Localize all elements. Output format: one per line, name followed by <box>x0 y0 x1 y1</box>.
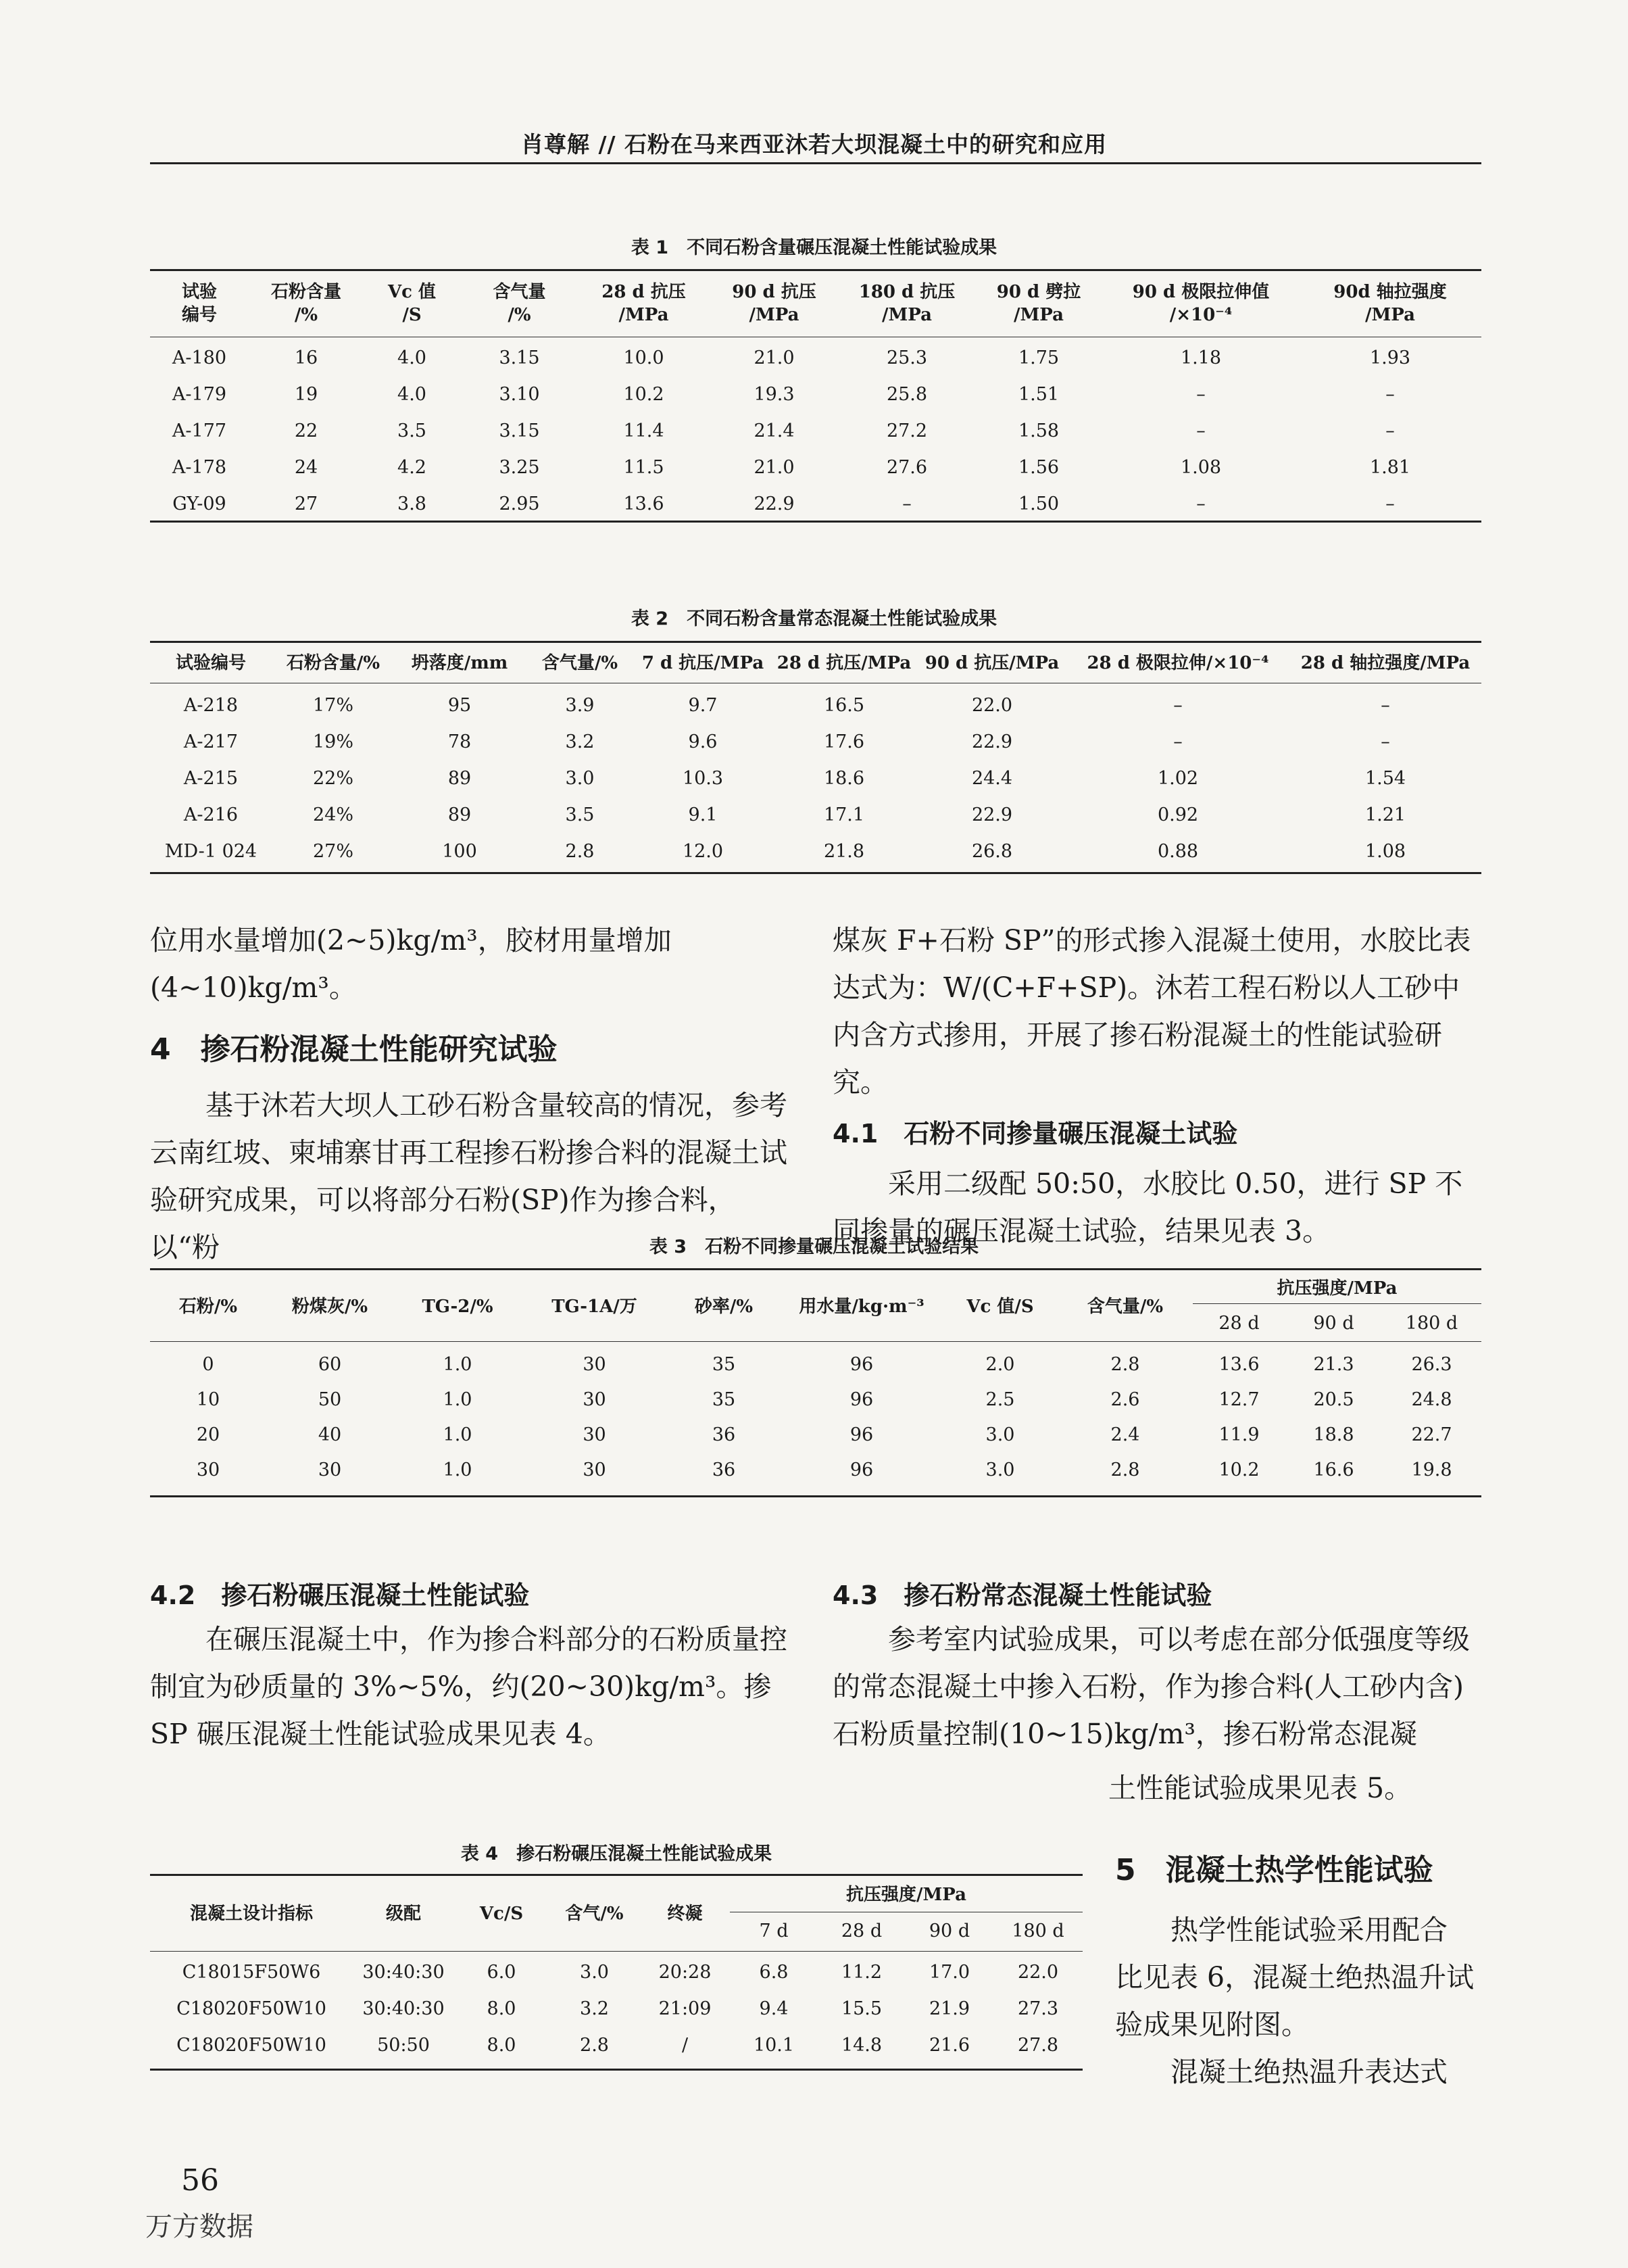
table-cell: 22% <box>312 767 353 789</box>
table-cell: 14.8 <box>841 2034 883 2056</box>
table-cell: 1.56 <box>1018 456 1060 478</box>
table-cell: 8.0 <box>487 2034 516 2056</box>
table-cell: 12.7 <box>1218 1389 1260 1410</box>
table-cell: 1.0 <box>443 1459 472 1480</box>
table-cell: 2.8 <box>565 840 595 862</box>
table4-bottom-rule <box>150 2069 1083 2071</box>
right-column-top <box>833 917 1481 1255</box>
section-4-1-heading: 4.1 石粉不同掺量碾压混凝土试验 <box>833 1119 1238 1149</box>
table-cell: – <box>902 493 912 514</box>
table3-header-cell: TG-2/% <box>422 1297 493 1317</box>
table-cell: – <box>1385 383 1395 405</box>
table-cell: 2.8 <box>580 2034 609 2056</box>
table-cell: 21.0 <box>754 456 795 478</box>
table-cell: 19.3 <box>754 383 795 405</box>
table-cell: 9.1 <box>688 804 718 825</box>
table-cell: 1.0 <box>443 1389 472 1410</box>
table4-header-cell: Vc/S <box>479 1904 524 1924</box>
table-cell: 1.08 <box>1364 840 1406 862</box>
table-cell: A-179 <box>172 383 227 405</box>
table2-header-row <box>150 645 1481 681</box>
table-cell: 21.3 <box>1313 1353 1354 1375</box>
table3-header-cell: 含气量/% <box>1087 1297 1164 1317</box>
table-cell: 17.6 <box>823 731 865 752</box>
table-cell: 3.5 <box>565 804 595 825</box>
table-cell: 11.2 <box>841 1961 883 1983</box>
table-row <box>150 796 1481 833</box>
table-cell: 27 <box>294 493 318 514</box>
header-rule <box>150 162 1481 164</box>
table-cell: – <box>1196 383 1206 405</box>
table-cell: 27% <box>312 840 353 862</box>
table-cell: 10.0 <box>623 347 664 368</box>
watermark: 万方数据 <box>145 2211 253 2242</box>
table-cell: 22.9 <box>971 731 1013 752</box>
section-4-3 <box>833 1575 1481 1758</box>
table-cell: 11.5 <box>623 456 664 478</box>
table4 <box>150 1878 1083 2063</box>
table-cell: 3.9 <box>565 694 595 716</box>
table-cell: 10.2 <box>623 383 664 405</box>
table2-header-cell: 坍落度/mm <box>411 653 508 673</box>
table-cell: 3.0 <box>565 767 595 789</box>
table-cell: 3.2 <box>580 1998 609 2019</box>
table3-caption: 表 3 石粉不同掺量碾压混凝土试验结果 <box>649 1236 979 1257</box>
table-cell: 11.9 <box>1218 1424 1260 1445</box>
table-cell: 20.5 <box>1313 1389 1354 1410</box>
section-4-3-tail <box>1108 1764 1481 1812</box>
body-paragraph: 参考室内试验成果，可以考虑在部分低强度等级的常态混凝土中掺入石粉，作为掺合料(人工砂内含)石粉质量控制(10~15)kg/m³，掺石粉常态混凝 <box>833 1623 1470 1750</box>
table-cell: A-216 <box>183 804 239 825</box>
table1-header-cell: 石粉含量 /% <box>270 282 341 325</box>
table1-header-cell: 90d 轴拉强度 /MPa <box>1333 282 1447 325</box>
section-4-2 <box>150 1575 799 1758</box>
table-cell: 36 <box>712 1424 736 1445</box>
table-row <box>150 687 1481 723</box>
table-cell: 19% <box>312 731 353 752</box>
table-cell: 25.3 <box>886 347 928 368</box>
table1-header-cell: 90 d 抗压 /MPa <box>732 282 816 325</box>
table-cell: 4.0 <box>397 383 426 405</box>
table-cell: / <box>681 2034 689 2056</box>
table-row <box>150 760 1481 796</box>
table3-header-cell: 石粉/% <box>178 1297 238 1317</box>
table-cell: 21.0 <box>754 347 795 368</box>
table-cell: 8.0 <box>487 1998 516 2019</box>
table-cell: 1.0 <box>443 1353 472 1375</box>
table-cell: 27.8 <box>1017 2034 1059 2056</box>
table-cell: 20:28 <box>658 1961 712 1983</box>
table-cell: 27.2 <box>886 420 928 441</box>
table-cell: 1.54 <box>1364 767 1406 789</box>
table-cell: 10.3 <box>682 767 724 789</box>
table-cell: 17.0 <box>929 1961 970 1983</box>
table-row <box>150 449 1481 485</box>
table-cell: 20 <box>196 1424 220 1445</box>
table-row <box>150 723 1481 760</box>
table-row <box>150 412 1481 449</box>
table-cell: 21.8 <box>823 840 865 862</box>
table3-header-cell: 砂率/% <box>694 1297 754 1317</box>
table-cell: 6.8 <box>759 1961 789 1983</box>
table3 <box>150 1272 1481 1487</box>
table-cell: 10 <box>196 1389 220 1410</box>
table1-header-cell: 28 d 抗压 /MPa <box>601 282 686 325</box>
table4-header-cell: 含气/% <box>565 1904 624 1924</box>
table-row <box>150 1954 1083 1990</box>
table-cell: 2.4 <box>1110 1424 1140 1445</box>
table-cell: 10.2 <box>1218 1459 1260 1480</box>
table1-caption: 表 1 不同石粉含量碾压混凝土性能试验成果 <box>631 237 997 258</box>
table-cell: 22.0 <box>1017 1961 1059 1983</box>
table-row <box>150 1990 1083 2027</box>
table-cell: 22.7 <box>1411 1424 1452 1445</box>
table-cell: 9.6 <box>688 731 718 752</box>
table3-bottom-rule <box>150 1495 1481 1497</box>
table-cell: 18.8 <box>1313 1424 1354 1445</box>
table3-subheader-cell: 28 d <box>1218 1312 1260 1334</box>
table-cell: 50:50 <box>377 2034 430 2056</box>
body-line: 混凝土绝热温升表达式 <box>1170 2056 1448 2088</box>
table-cell: A-218 <box>183 694 239 716</box>
body-paragraph: 在碾压混凝土中，作为掺合料部分的石粉质量控制宜为砂质量的 3%~5%，约(20~30)kg/m³。掺 SP 碾压混凝土性能试验成果见表 4。 <box>150 1623 787 1750</box>
table2-header-cell: 含气量/% <box>541 653 618 673</box>
table2-header-cell: 7 d 抗压/MPa <box>641 653 764 673</box>
running-header: 肖尊解 // 石粉在马来西亚沐若大坝混凝土中的研究和应用 <box>520 131 1108 158</box>
table-cell: 1.75 <box>1018 347 1060 368</box>
table-row <box>150 833 1481 869</box>
table-cell: 2.6 <box>1110 1389 1140 1410</box>
table-cell: – <box>1385 420 1395 441</box>
table-cell: 18.6 <box>823 767 865 789</box>
table-cell: 60 <box>318 1353 342 1375</box>
table-cell: 1.02 <box>1157 767 1199 789</box>
table-cell: 1.93 <box>1369 347 1411 368</box>
table-cell: 96 <box>849 1459 874 1480</box>
table-cell: 1.81 <box>1369 456 1411 478</box>
table-cell: 21.4 <box>754 420 795 441</box>
table-cell: 27.6 <box>886 456 928 478</box>
table-row <box>150 376 1481 412</box>
table-row <box>150 339 1481 376</box>
table-cell: 40 <box>318 1424 342 1445</box>
table-cell: 96 <box>849 1424 874 1445</box>
table-cell: 2.8 <box>1110 1353 1140 1375</box>
table-cell: 89 <box>447 767 472 789</box>
table-cell: 78 <box>447 731 472 752</box>
table-cell: 24.8 <box>1411 1389 1452 1410</box>
table4-caption: 表 4 掺石粉碾压混凝土性能试验成果 <box>460 1843 772 1864</box>
body-paragraph: 煤灰 F+石粉 SP”的形式掺入混凝土使用，水胶比表达式为：W/(C+F+SP)。沐若工程石粉以人工砂中内含方式掺用，开展了掺石粉混凝土的性能试验研究。 <box>833 924 1471 1099</box>
body-paragraph: 基于沐若大坝人工砂石粉含量较高的情况，参考云南红坡、柬埔寨甘再工程掺石粉掺合料的混凝土试验研究成果，可以将部分石粉(SP)作为掺合料，以“粉 <box>150 1089 787 1263</box>
table-cell: 21:09 <box>658 1998 712 2019</box>
table-cell: 9.7 <box>688 694 718 716</box>
table-cell: 0 <box>202 1353 214 1375</box>
table1-header-cell: Vc 值 /S <box>387 282 437 325</box>
table-cell: 89 <box>447 804 472 825</box>
table2-header-cell: 28 d 抗压/MPa <box>776 653 912 673</box>
table1-header-cell: 180 d 抗压 /MPa <box>858 282 956 325</box>
section-4-2-heading: 4.2 掺石粉碾压混凝土性能试验 <box>150 1581 530 1610</box>
table-cell: 3.0 <box>580 1961 609 1983</box>
table-cell: 50 <box>318 1389 342 1410</box>
table-cell: 30:40:30 <box>362 1961 445 1983</box>
table-row <box>150 485 1481 522</box>
table-cell: 3.15 <box>499 347 540 368</box>
table3-group-header: 抗压强度/MPa <box>1277 1278 1398 1299</box>
table-cell: 21.6 <box>929 2034 970 2056</box>
table-cell: 16.6 <box>1313 1459 1354 1480</box>
table2-header-cell: 石粉含量/% <box>286 653 380 673</box>
table4-group-header: 抗压强度/MPa <box>846 1885 967 1905</box>
table-cell: 2.5 <box>985 1389 1015 1410</box>
table-cell: 1.51 <box>1018 383 1060 405</box>
table-cell: 3.25 <box>499 456 540 478</box>
body-line: 验成果见附图。 <box>1115 2008 1309 2041</box>
table-cell: 30 <box>583 1459 606 1480</box>
table-cell: 21.9 <box>929 1998 970 2019</box>
body-paragraph: 采用二级配 50:50，水胶比 0.50，进行 SP 不同掺量的碾压混凝土试验，结果见表 3。 <box>833 1167 1463 1247</box>
table-cell: 25.8 <box>886 383 928 405</box>
table-cell: 19 <box>294 383 318 405</box>
section-4-heading: 4 掺石粉混凝土性能研究试验 <box>150 1032 558 1067</box>
table3-header-row <box>150 1272 1481 1305</box>
table-row <box>150 1347 1481 1382</box>
table-cell: 30 <box>196 1459 220 1480</box>
table-cell: 22 <box>294 420 318 441</box>
table4-header-cell: 混凝土设计指标 <box>189 1904 313 1924</box>
table4-header-cell: 终凝 <box>667 1904 703 1924</box>
table-cell: 19.8 <box>1411 1459 1452 1480</box>
table-cell: 35 <box>712 1353 736 1375</box>
table-cell: 0.88 <box>1157 840 1199 862</box>
table-cell: – <box>1173 694 1183 716</box>
table-cell: – <box>1381 694 1390 716</box>
table3-subheader-cell: 90 d <box>1313 1312 1354 1334</box>
table-cell: C18020F50W10 <box>176 2034 326 2056</box>
table-cell: 30:40:30 <box>362 1998 445 2019</box>
table-cell: 24.4 <box>971 767 1013 789</box>
section-5-heading: 5 混凝土热学性能试验 <box>1115 1853 1433 1887</box>
table-cell: 24% <box>312 804 353 825</box>
left-column-top <box>150 917 799 1271</box>
table-cell: 17.1 <box>823 804 865 825</box>
table1-header-cell: 试验 编号 <box>181 282 217 325</box>
table-cell: 1.0 <box>443 1424 472 1445</box>
table3-header-cell: TG-1A/万 <box>551 1297 637 1317</box>
table-cell: 6.0 <box>487 1961 516 1983</box>
table-cell: 96 <box>849 1353 874 1375</box>
table-cell: 13.6 <box>623 493 664 514</box>
table2-header-cell: 试验编号 <box>175 653 246 673</box>
table-cell: – <box>1385 493 1395 514</box>
table4-top-rule <box>150 1874 1083 1876</box>
table-cell: 3.0 <box>985 1459 1015 1480</box>
table-cell: 17% <box>312 694 353 716</box>
table-cell: 22.9 <box>971 804 1013 825</box>
table-cell: 100 <box>442 840 477 862</box>
table3-subheader-cell: 180 d <box>1405 1312 1458 1334</box>
table-cell: GY-09 <box>172 493 226 514</box>
table1-header-cell: 90 d 极限拉伸值 /×10⁻⁴ <box>1132 282 1270 325</box>
table-cell: 95 <box>447 694 472 716</box>
table-cell: 3.2 <box>565 731 595 752</box>
table2-header-cell: 28 d 轴拉强度/MPa <box>1300 653 1471 673</box>
table-cell: 3.10 <box>499 383 540 405</box>
page-number: 56 <box>181 2163 219 2198</box>
body-line: 热学性能试验采用配合 <box>1170 1914 1448 1946</box>
body-line: 比见表 6，混凝土绝热温升试 <box>1115 1961 1475 1994</box>
table-cell: A-180 <box>172 347 227 368</box>
table-cell: 11.4 <box>623 420 664 441</box>
table-cell: 2.95 <box>499 493 540 514</box>
table-cell: 27.3 <box>1017 1998 1059 2019</box>
table-cell: 30 <box>318 1459 342 1480</box>
table3-top-rule <box>150 1268 1481 1270</box>
table-cell: 1.50 <box>1018 493 1060 514</box>
table-cell: C18015F50W6 <box>182 1961 321 1983</box>
table1-top-rule <box>150 269 1481 271</box>
table4-subheader-cell: 90 d <box>929 1920 970 1941</box>
table-cell: 0.92 <box>1157 804 1199 825</box>
section-4-3-heading: 4.3 掺石粉常态混凝土性能试验 <box>833 1581 1212 1610</box>
table-cell: A-217 <box>183 731 239 752</box>
table-row <box>150 1382 1481 1417</box>
table-cell: 4.2 <box>397 456 426 478</box>
table-cell: 1.58 <box>1018 420 1060 441</box>
table-cell: 30 <box>583 1353 606 1375</box>
table-cell: 1.08 <box>1180 456 1222 478</box>
table-cell: 1.18 <box>1180 347 1222 368</box>
table-cell: A-178 <box>172 456 227 478</box>
table3-header-cell: Vc 值/S <box>966 1297 1034 1317</box>
table4-header-cell: 级配 <box>385 1904 421 1924</box>
table-cell: 3.15 <box>499 420 540 441</box>
table-cell: 36 <box>712 1459 736 1480</box>
table-row <box>150 2027 1083 2063</box>
table-cell: – <box>1381 731 1390 752</box>
table-cell: A-215 <box>183 767 239 789</box>
table1-header-row <box>150 273 1481 334</box>
table-cell: 1.21 <box>1364 804 1406 825</box>
table2-header-cell: 28 d 极限拉伸/×10⁻⁴ <box>1087 653 1269 673</box>
table-cell: 2.8 <box>1110 1459 1140 1480</box>
table-row <box>150 1452 1481 1487</box>
table-cell: 16.5 <box>823 694 865 716</box>
table-row <box>150 1417 1481 1452</box>
table-cell: 26.3 <box>1411 1353 1452 1375</box>
table3-header-cell: 粉煤灰/% <box>291 1297 368 1317</box>
table4-header-row <box>150 1878 1083 1912</box>
table1-header-cell: 90 d 劈拉 /MPa <box>996 282 1081 325</box>
table-cell: 35 <box>712 1389 736 1410</box>
table-cell: 10.1 <box>753 2034 795 2056</box>
table-cell: 3.0 <box>985 1424 1015 1445</box>
table-cell: 22.0 <box>971 694 1013 716</box>
table-cell: – <box>1196 420 1206 441</box>
table-cell: A-177 <box>172 420 227 441</box>
table-cell: 16 <box>294 347 318 368</box>
table4-subheader-cell: 28 d <box>841 1920 883 1941</box>
table4-subheader-cell: 7 d <box>759 1920 789 1941</box>
section-5-body <box>1115 1906 1494 2096</box>
table-cell: 96 <box>849 1389 874 1410</box>
table-cell: 26.8 <box>971 840 1013 862</box>
table1-header-cell: 含气量 /% <box>493 282 546 325</box>
table-cell: 15.5 <box>841 1998 883 2019</box>
table2 <box>150 645 1481 869</box>
table1 <box>150 273 1481 522</box>
table-cell: 2.0 <box>985 1353 1015 1375</box>
body-paragraph: 土性能试验成果见表 5。 <box>1108 1772 1412 1804</box>
table-cell: 3.5 <box>397 420 426 441</box>
body-paragraph: 位用水量增加(2~5)kg/m³，胶材用量增加(4~10)kg/m³。 <box>150 924 672 1004</box>
table-cell: 13.6 <box>1218 1353 1260 1375</box>
table-cell: MD-1 024 <box>164 840 257 862</box>
table-cell: C18020F50W10 <box>176 1998 326 2019</box>
table2-caption: 表 2 不同石粉含量常态混凝土性能试验成果 <box>631 608 997 629</box>
table-cell: 30 <box>583 1424 606 1445</box>
table4-subheader-cell: 180 d <box>1012 1920 1064 1941</box>
table2-bottom-rule <box>150 872 1481 874</box>
table-cell: 30 <box>583 1389 606 1410</box>
table-cell: – <box>1196 493 1206 514</box>
table3-header-cell: 用水量/kg·m⁻³ <box>799 1297 924 1317</box>
table-cell: 12.0 <box>682 840 724 862</box>
table-cell: 9.4 <box>759 1998 789 2019</box>
table2-header-cell: 90 d 抗压/MPa <box>924 653 1060 673</box>
table-cell: – <box>1173 731 1183 752</box>
table-cell: 24 <box>294 456 318 478</box>
table-cell: 4.0 <box>397 347 426 368</box>
table-cell: 3.8 <box>397 493 426 514</box>
table-cell: 22.9 <box>754 493 795 514</box>
table2-top-rule <box>150 641 1481 643</box>
